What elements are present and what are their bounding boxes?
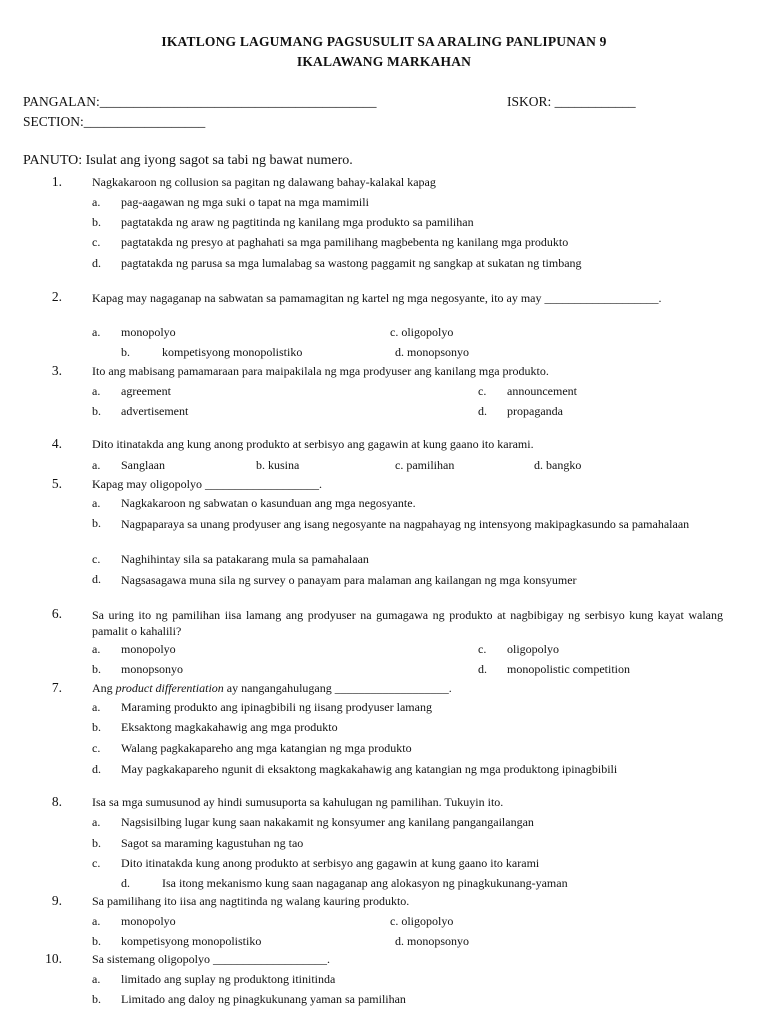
question-number: 4.: [51, 436, 62, 451]
option-text: pag-aagawan ng mga suki o tapat na mga mamimili: [121, 195, 369, 209]
option-letter: b.: [92, 992, 101, 1006]
question-number: 6.: [51, 606, 62, 621]
name-field: PANGALAN:_________________________________________: [23, 94, 377, 109]
option-letter: a.: [92, 700, 101, 714]
option-text: d. monopsonyo: [395, 934, 470, 948]
option-text: Nagsasagawa muna sila ng survey o panayam para malaman ang kailangan ng mga konsyumer: [121, 573, 577, 587]
question-number: 2.: [51, 289, 62, 304]
option-text: announcement: [507, 384, 577, 398]
option-text: d. bangko: [534, 458, 582, 472]
option-text: c. pamilihan: [395, 458, 455, 472]
question-number: 7.: [51, 680, 62, 695]
option-text: Sanglaan: [121, 458, 165, 472]
question-number: 3.: [51, 363, 62, 378]
option-letter: a.: [92, 195, 101, 209]
option-text: Isa itong mekanismo kung saan nagaganap ang alokasyon ng pinagkukunang-yaman: [162, 876, 568, 890]
option-text: c. oligopolyo: [390, 325, 454, 339]
option-letter: b.: [92, 662, 101, 676]
option-text: advertisement: [121, 404, 189, 418]
option-letter: c.: [92, 235, 101, 249]
option-letter: c.: [92, 741, 101, 755]
option-text: Naghihintay sila sa patakarang mula sa pamahalaan: [121, 552, 369, 566]
option-text: b. kusina: [256, 458, 300, 472]
option-text: kompetisyong monopolistiko: [121, 934, 262, 948]
option-text: monopolyo: [121, 642, 176, 656]
option-text: Maraming produkto ang ipinagbibili ng iisang prodyuser lamang: [121, 700, 432, 714]
option-letter: d.: [121, 876, 130, 890]
option-letter: b.: [92, 215, 101, 229]
title-line-2: IKALAWANG MARKAHAN: [296, 54, 472, 69]
option-text: Walang pagkakapareho ang mga katangian ng mga produkto: [121, 741, 412, 755]
title-line-1: IKATLONG LAGUMANG PAGSUSULIT SA ARALING PANLIPUNAN 9: [161, 34, 607, 49]
question-text: Sa uring ito ng pamilihan iisa lamang ang prodyuser na gumagawa ng produkto at nagbibigay ng serbisyo kung kayat walang pamalit o kahalili?: [92, 608, 723, 638]
option-text: Nagkakaroon ng sabwatan o kasunduan ang mga negosyante.: [121, 496, 416, 510]
option-letter: c.: [478, 384, 487, 398]
option-letter: a.: [92, 815, 101, 829]
question-number: 1.: [51, 174, 62, 189]
option-text: propaganda: [507, 404, 563, 418]
option-text: Dito itinatakda kung anong produkto at serbisyo ang gagawin at kung gaano ito karami: [121, 856, 540, 870]
question-text: Kapag may nagaganap na sabwatan sa pamamagitan ng kartel ng mga negosyante, ito ay may ___________________.: [92, 291, 662, 305]
option-letter: d.: [92, 256, 101, 270]
option-text: monopolistic competition: [507, 662, 630, 676]
option-text: Limitado ang daloy ng pinagkukunang yaman sa pamilihan: [121, 992, 406, 1006]
option-text: oligopolyo: [507, 642, 560, 656]
option-text: pagtatakda ng presyo at paghahati sa mga pamilihang magbebenta ng kanilang mga produkto: [121, 235, 569, 249]
question-text: Ito ang mabisang pamamaraan para maipakilala ng mga prodyuser ang kanilang mga produkto.: [92, 364, 549, 378]
option-text: monopolyo: [121, 914, 176, 928]
option-text: monopsonyo: [121, 662, 184, 676]
italic-term: product differentiation: [115, 681, 224, 695]
option-letter: d.: [92, 572, 101, 586]
option-letter: c.: [92, 856, 101, 870]
option-text: Eksaktong magkakahawig ang mga produkto: [121, 720, 338, 734]
question-number: 9.: [51, 893, 62, 908]
option-letter: b.: [92, 516, 101, 530]
score-field: ISKOR: ____________: [507, 94, 636, 109]
option-text: agreement: [121, 384, 171, 398]
option-letter: a.: [92, 325, 101, 339]
question-text: Isa sa mga sumusunod ay hindi sumusuporta sa kahulugan ng pamilihan. Tukuyin ito.: [92, 795, 504, 809]
option-letter: a.: [92, 496, 101, 510]
option-letter: b.: [92, 836, 101, 850]
option-text: c. oligopolyo: [390, 914, 454, 928]
option-letter: b.: [92, 720, 101, 734]
option-text: kompetisyong monopolistiko: [162, 345, 303, 359]
question-number: 10.: [45, 951, 62, 966]
question-number: 5.: [51, 476, 62, 491]
option-letter: b.: [121, 345, 130, 359]
option-text: limitado ang suplay ng produktong itinitinda: [121, 972, 336, 986]
option-text: Sagot sa maraming kagustuhan ng tao: [121, 836, 304, 850]
section-field: SECTION:__________________: [23, 114, 206, 129]
question-number: 8.: [51, 794, 62, 809]
option-letter: d.: [478, 404, 487, 418]
option-letter: b.: [92, 404, 101, 418]
option-text: monopolyo: [121, 325, 176, 339]
option-letter: d.: [478, 662, 487, 676]
question-text: Dito itinatakda ang kung anong produkto at serbisyo ang gagawin at kung gaano ito karami.: [92, 437, 534, 451]
option-text: Nagsisilbing lugar kung saan nakakamit ng konsyumer ang kanilang pangangailangan: [121, 815, 534, 829]
option-letter: d.: [92, 762, 101, 776]
option-letter: a.: [92, 972, 101, 986]
option-text: pagtatakda ng araw ng pagtitinda ng kanilang mga produkto sa pamilihan: [121, 215, 474, 229]
option-letter: a.: [92, 642, 101, 656]
option-text: d. monopsonyo: [395, 345, 470, 359]
question-text: Sa pamilihang ito iisa ang nagtitinda ng walang kauring produkto.: [92, 894, 410, 908]
question-text: Kapag may oligopolyo ___________________.: [92, 477, 322, 491]
option-letter: a.: [92, 384, 101, 398]
option-text: Nagpaparaya sa unang prodyuser ang isang negosyante na nagpahayag ng intensyong makipagkasundo sa pamahalaan: [121, 517, 690, 531]
instructions: PANUTO: Isulat ang iyong sagot sa tabi ng bawat numero.: [23, 153, 353, 168]
option-letter: a.: [92, 914, 101, 928]
option-text: pagtatakda ng parusa sa mga lumalabag sa wastong paggamit ng sangkap at sukatan ng timbang: [121, 256, 582, 270]
option-text: May pagkakapareho ngunit di eksaktong magkakahawig ang katangian ng mga produktong ipinagbibili: [121, 762, 618, 776]
option-letter: c.: [478, 642, 487, 656]
option-letter: b.: [92, 934, 101, 948]
question-text: Nagkakaroon ng collusion sa pagitan ng dalawang bahay-kalakal kapag: [92, 175, 436, 189]
option-letter: a.: [92, 458, 101, 472]
question-text: Sa sistemang oligopolyo ___________________.: [92, 952, 330, 966]
question-text: Ang product differentiation ay nangangahulugang ___________________.: [92, 681, 452, 695]
option-letter: c.: [92, 552, 101, 566]
